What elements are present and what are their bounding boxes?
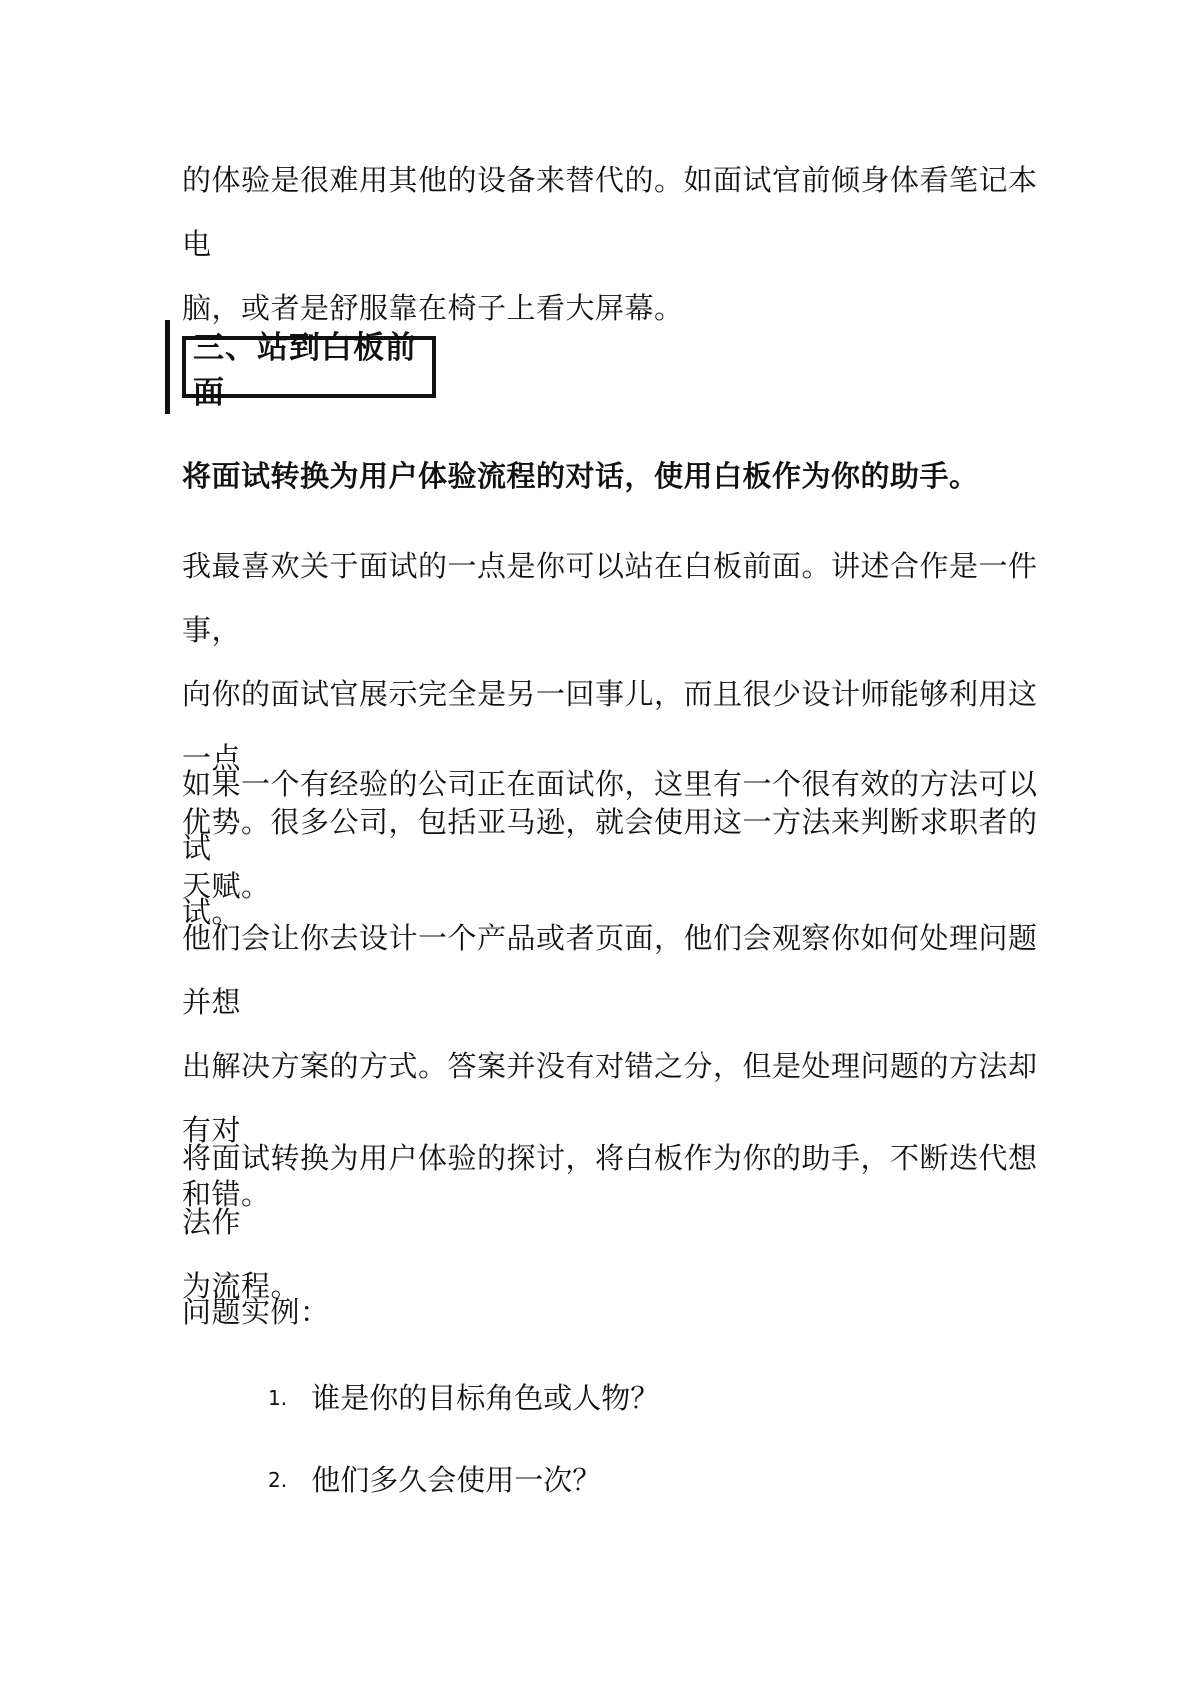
paragraph-line: 如果一个有经验的公司正在面试你，这里有一个很有效的方法可以试	[182, 767, 1038, 865]
lead-paragraph	[182, 444, 1042, 508]
paragraph-intro	[182, 148, 1042, 340]
list-item	[268, 1376, 659, 1418]
paragraph-line: 出解决方案的方式。答案并没有对错之分，但是处理问题的方法却有对	[182, 1049, 1038, 1147]
list-item-number: 2.	[268, 1468, 288, 1492]
paragraph-line: 试。	[182, 895, 242, 929]
paragraph-line: 将面试转换为用户体验的探讨，将白板作为你的助手，不断迭代想法作	[182, 1141, 1038, 1239]
list-item-number: 1.	[268, 1386, 288, 1410]
section-heading	[182, 330, 436, 411]
section-heading-text: 三、站到白板前面	[193, 330, 417, 411]
paragraph-line: 为流程。	[182, 1269, 301, 1303]
paragraph-line: 脑，或者是舒服靠在椅子上看大屏幕。	[182, 291, 684, 325]
paragraph-line: 我最喜欢关于面试的一点是你可以站在白板前面。讲述合作是一件事，	[182, 549, 1038, 647]
paragraph-line: 的体验是很难用其他的设备来替代的。如面试官前倾身体看笔记本电	[182, 163, 1038, 261]
list-item-text: 他们多久会使用一次？	[311, 1463, 602, 1497]
paragraph-line: 优势。很多公司，包括亚马逊，就会使用这一方法来判断求职者的天赋。	[182, 805, 1038, 903]
heading-accent-bar	[165, 320, 170, 414]
paragraph-line: 他们会让你去设计一个产品或者页面，他们会观察你如何处理问题并想	[182, 921, 1038, 1019]
list-item-text: 谁是你的目标角色或人物？	[311, 1381, 660, 1415]
paragraph-line: 将面试转换为用户体验流程的对话，使用白板作为你的助手。	[182, 459, 979, 493]
paragraph-examples-label	[182, 1280, 1042, 1344]
paragraph-line: 问题实例：	[182, 1295, 330, 1329]
paragraph-line: 和错。	[182, 1177, 271, 1211]
list-item	[268, 1458, 601, 1500]
paragraph-line: 向你的面试官展示完全是另一回事儿，而且很少设计师能够利用这一点	[182, 677, 1038, 775]
